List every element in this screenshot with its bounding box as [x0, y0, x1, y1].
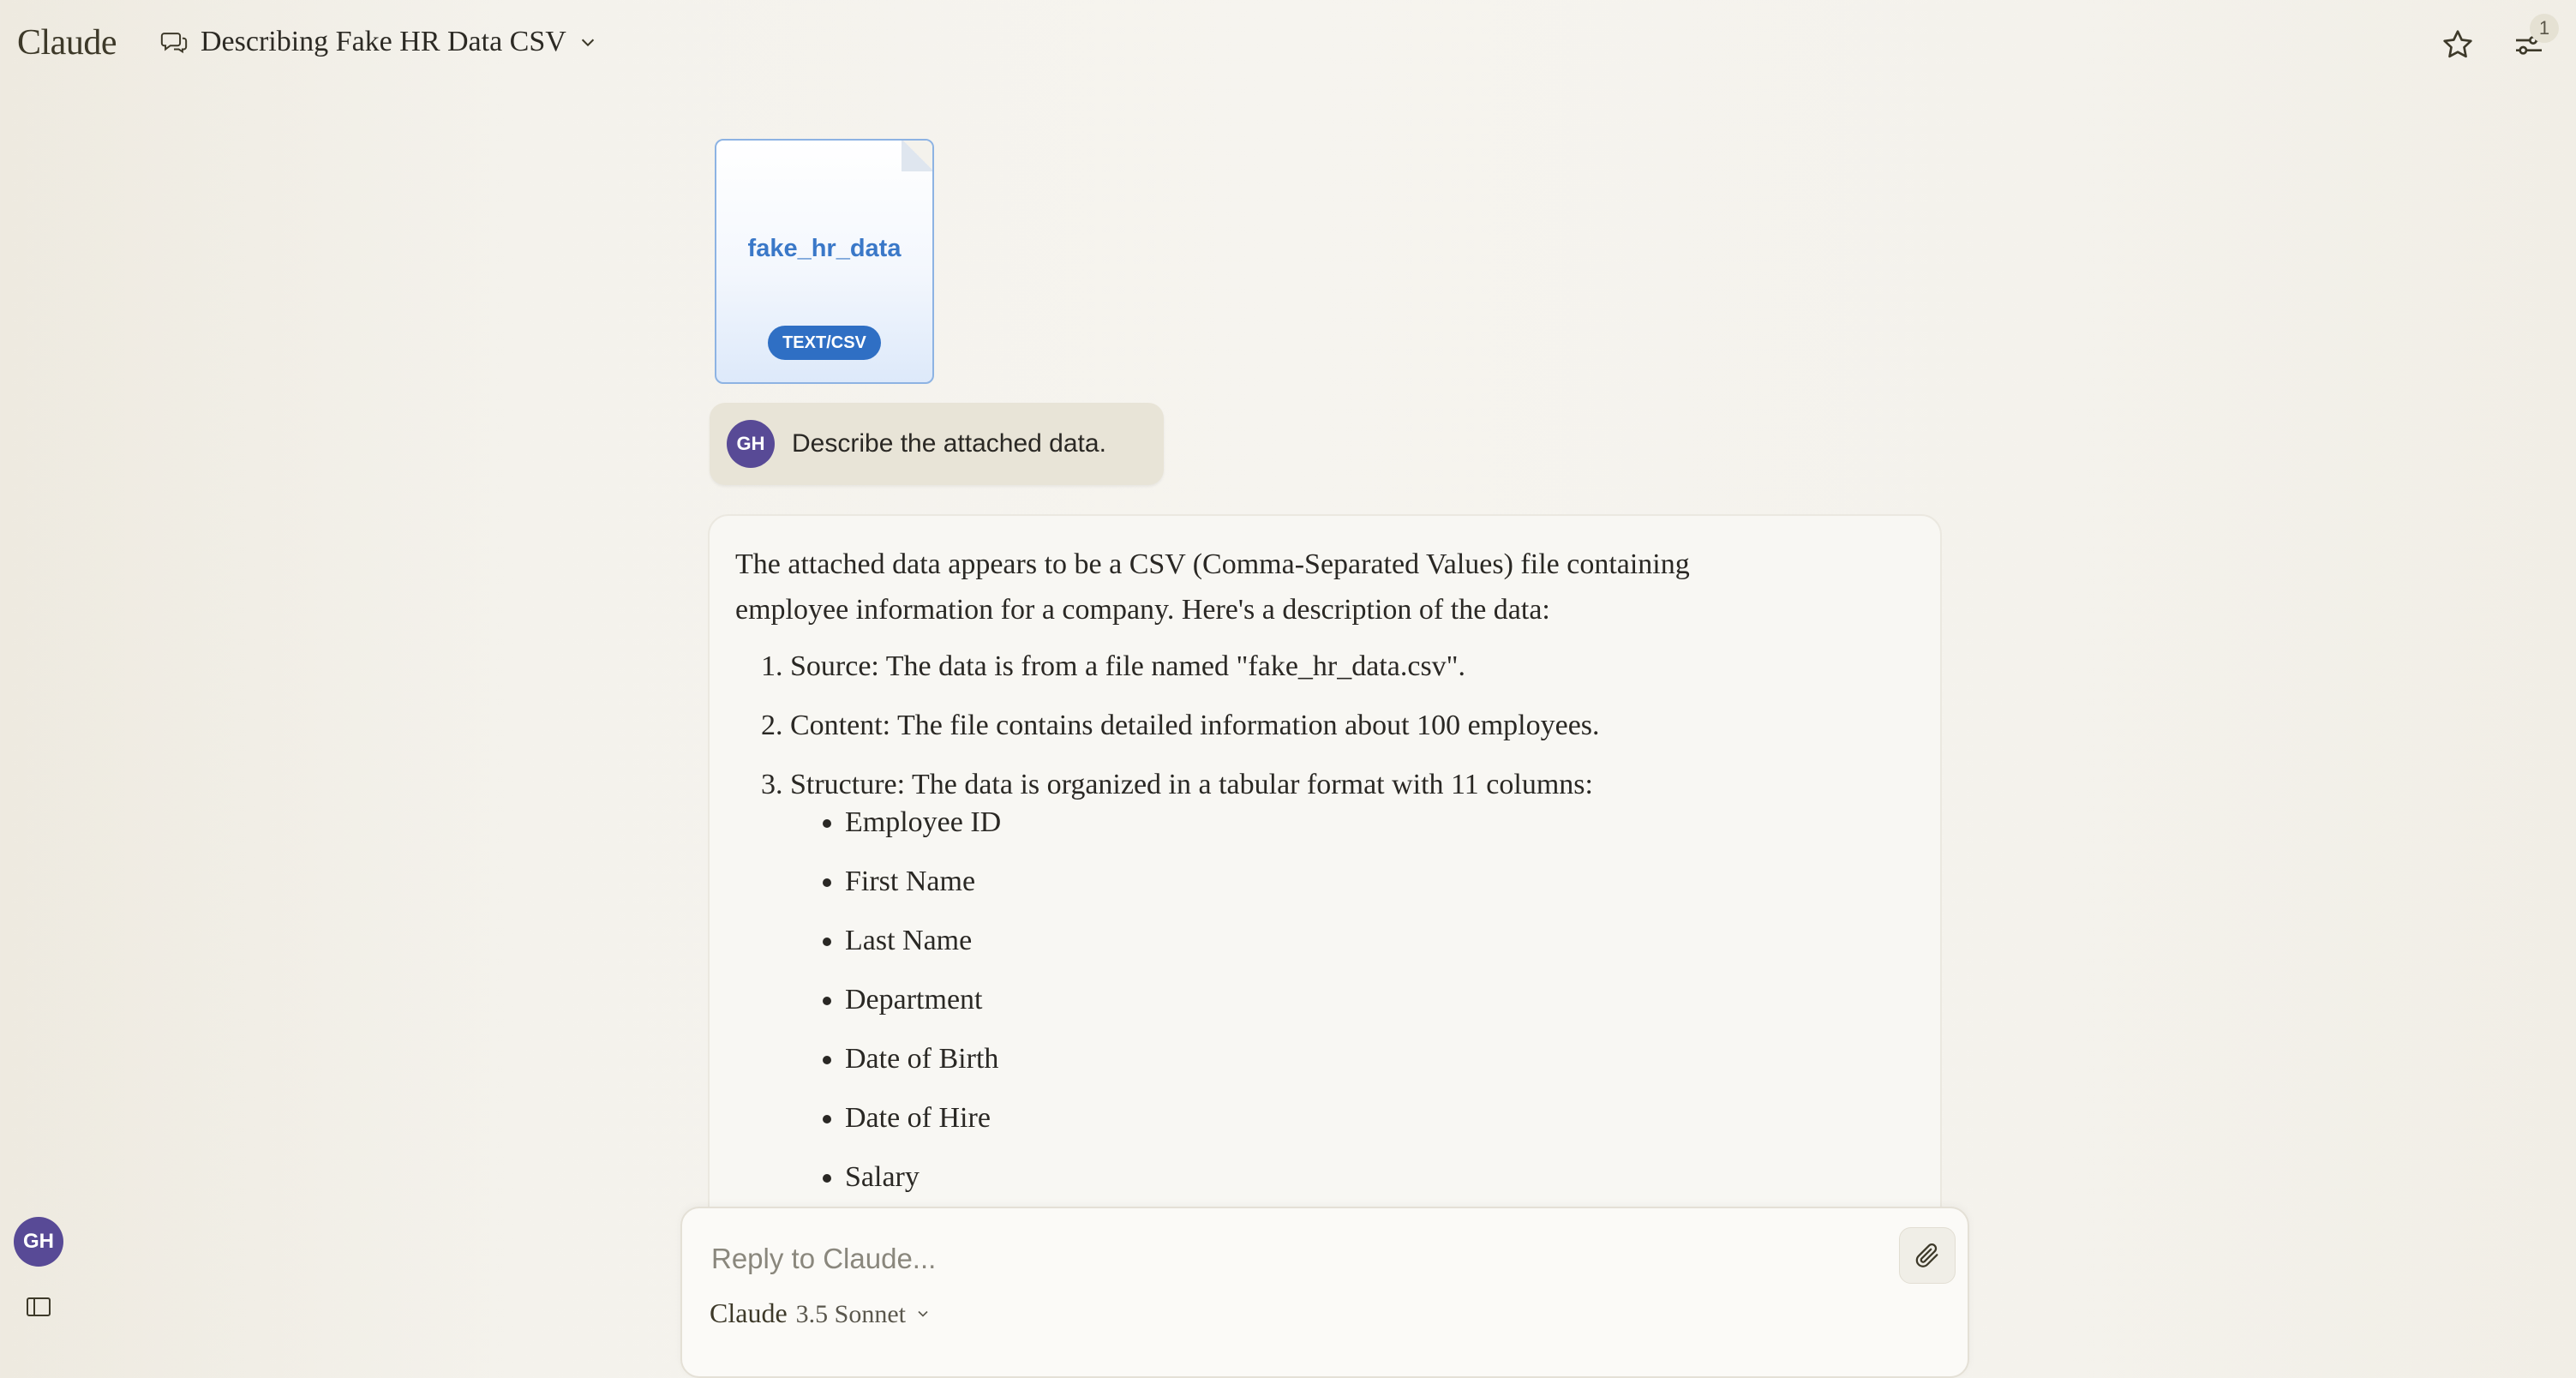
user-message — [710, 403, 1164, 485]
column-item: • Date of Hire — [845, 1096, 1914, 1141]
user-avatar: GH — [727, 420, 775, 468]
column-item: • Employee ID — [845, 800, 1914, 845]
column-list — [790, 800, 1914, 1200]
conversation-title-menu[interactable] — [159, 26, 597, 58]
page-fold-icon — [902, 139, 934, 171]
reply-composer — [680, 1207, 1969, 1378]
column-item: • First Name — [845, 860, 1914, 904]
chevron-down-icon — [578, 33, 597, 51]
star-icon[interactable] — [2441, 27, 2475, 62]
conversation-title: Describing Fake HR Data CSV — [201, 26, 566, 57]
attach-button[interactable] — [1899, 1227, 1956, 1284]
list-item: 3. Structure: The data is organized in a tabular format with 11 columns: • Employee ID • First Name • Last Name • Department • Date of Birth • Date of Hire • Salary — [790, 763, 1914, 1200]
column-item: • Department — [845, 978, 1914, 1022]
account-avatar: GH — [14, 1217, 63, 1267]
user-message-text: Describe the attached data. — [792, 429, 1106, 458]
account-menu[interactable] — [14, 1217, 63, 1267]
chevron-down-icon — [914, 1305, 932, 1322]
description-list — [735, 644, 1914, 1200]
list-item: 1. Source: The data is from a file named "fake_hr_data.csv". — [790, 644, 1914, 689]
sidebar-toggle-icon[interactable] — [26, 1296, 51, 1318]
attachment-card[interactable] — [715, 139, 934, 384]
attachment-type-badge: TEXT/CSV — [768, 326, 881, 360]
chat-icon — [159, 27, 189, 57]
reply-input[interactable] — [710, 1234, 1870, 1284]
model-name: 3.5 Sonnet — [795, 1300, 906, 1328]
column-item: • Date of Birth — [845, 1037, 1914, 1081]
column-item: • Salary — [845, 1155, 1914, 1200]
paperclip-icon — [1913, 1241, 1942, 1270]
model-selector[interactable] — [710, 1297, 932, 1329]
claude-logo[interactable]: Claude — [17, 23, 117, 63]
model-brand: Claude — [710, 1297, 788, 1328]
notification-badge: 1 — [2530, 14, 2559, 43]
column-item: • Last Name — [845, 919, 1914, 963]
list-item: 2. Content: The file contains detailed information about 100 employees. — [790, 704, 1914, 748]
assistant-intro: The attached data appears to be a CSV (Comma-Separated Values) file containing employee information for a company. Here's a description of the data: — [735, 548, 1690, 626]
attachment-file-name: fake_hr_data — [747, 235, 902, 262]
